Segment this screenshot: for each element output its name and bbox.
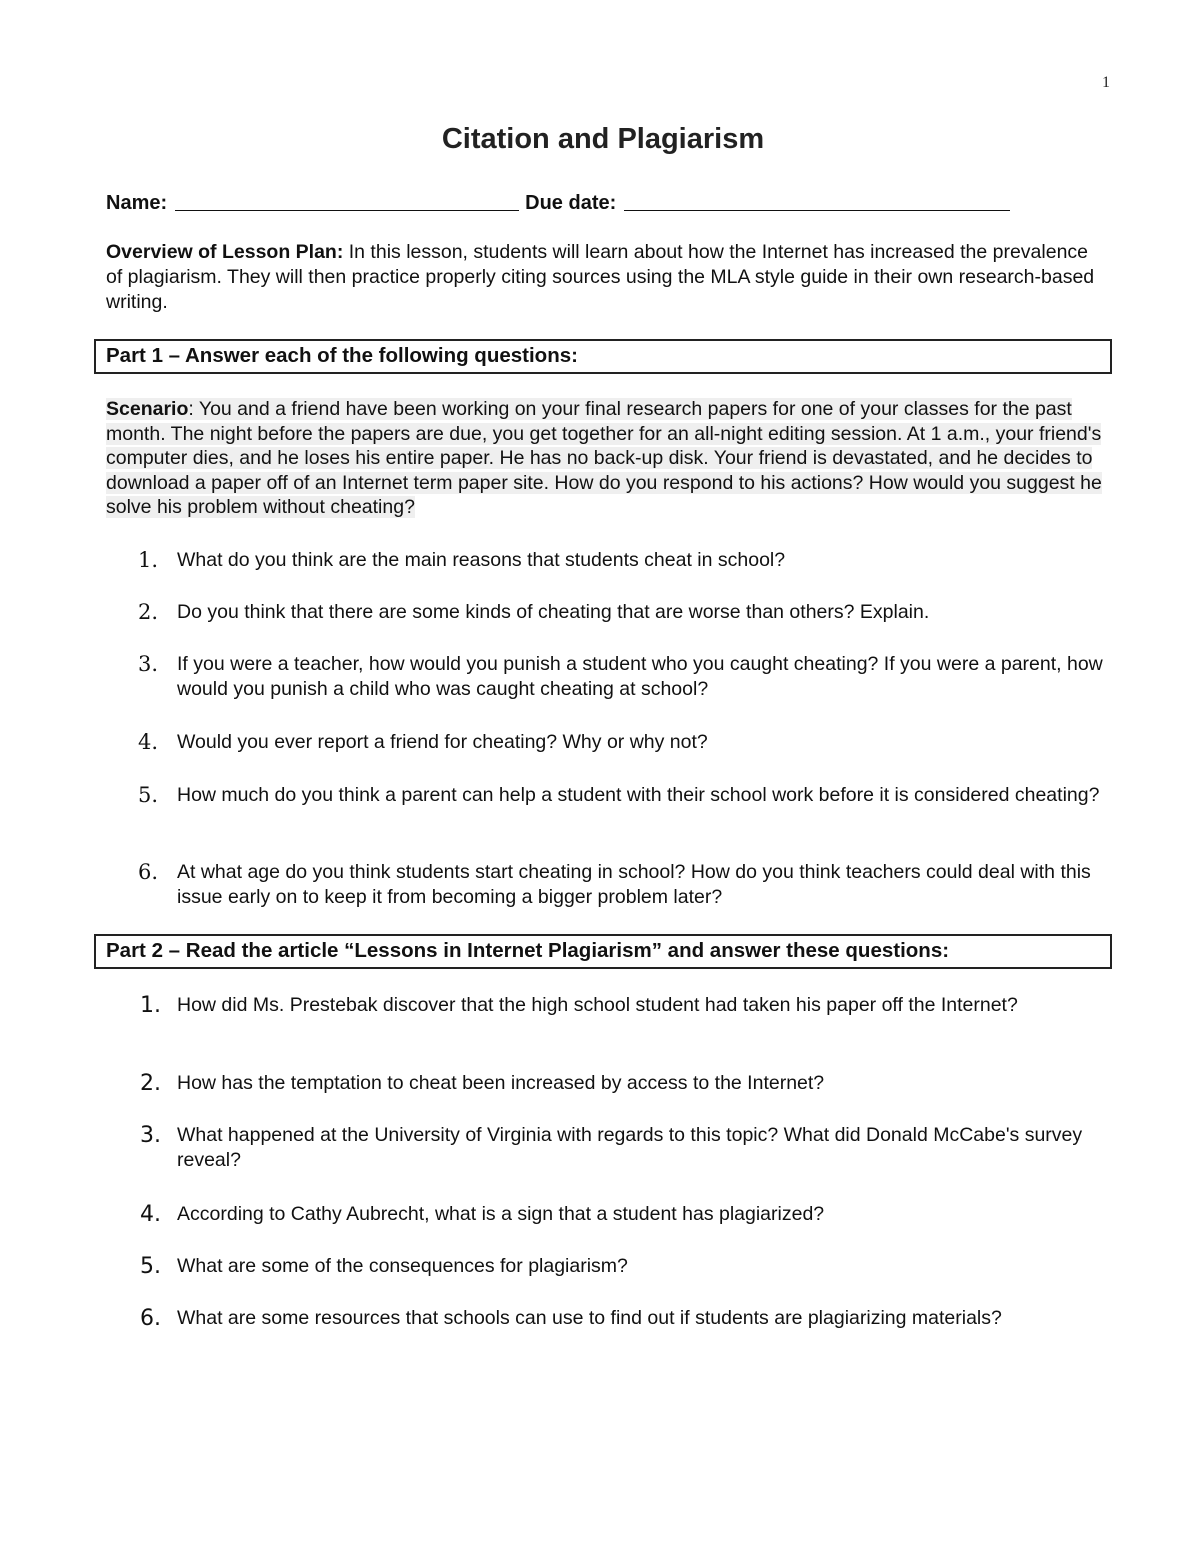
- question-text: Do you think that there are some kinds of cheating that are worse than others? Explain.: [177, 601, 930, 623]
- overview-paragraph: [106, 240, 1106, 315]
- part2-header: Part 2 – Read the article “Lessons in Internet Plagiarism” and answer these questions:: [94, 934, 1112, 969]
- question-number: 3.: [140, 1123, 161, 1148]
- due-date-label: Due date:: [525, 192, 617, 214]
- question-number: 4.: [138, 730, 159, 754]
- question-text: What are some of the consequences for plagiarism?: [177, 1255, 628, 1277]
- overview-label: Overview of Lesson Plan:: [106, 241, 344, 263]
- name-due-date-row: [106, 187, 1066, 215]
- question-number: 1.: [138, 548, 159, 572]
- question-number: 3.: [138, 652, 159, 676]
- scenario-label: Scenario: [106, 398, 189, 420]
- question-text: What happened at the University of Virginia with regards to this topic? What did Donald McCabe's survey reveal?: [177, 1124, 1083, 1171]
- question-number: 5.: [138, 783, 159, 807]
- overview-text: In this lesson, students will learn about how the Internet has increased the prevalence of plagiarism. They will then practice properly citing sources using the MLA style guide in their own research-based writing.: [106, 241, 1095, 313]
- scenario-paragraph: [106, 397, 1106, 520]
- page-number: 1: [1102, 74, 1110, 91]
- question-number: 1.: [140, 993, 161, 1018]
- question-text: At what age do you think students start cheating in school? How do you think teachers could deal with this issue early on to keep it from becoming a bigger problem later?: [177, 861, 1091, 908]
- page-title: Citation and Plagiarism: [441, 123, 765, 155]
- due-date-field[interactable]: [624, 188, 1010, 211]
- question-text: According to Cathy Aubrecht, what is a sign that a student has plagiarized?: [177, 1203, 825, 1225]
- name-label: Name:: [106, 192, 168, 214]
- question-number: 6.: [138, 860, 159, 884]
- question-text: Would you ever report a friend for cheating? Why or why not?: [177, 731, 708, 753]
- part1-header: Part 1 – Answer each of the following questions:: [94, 339, 1112, 374]
- question-number: 2.: [138, 600, 159, 624]
- question-text: How has the temptation to cheat been increased by access to the Internet?: [177, 1072, 825, 1094]
- question-text: How much do you think a parent can help a student with their school work before it is considered cheating?: [177, 784, 1100, 806]
- question-text: If you were a teacher, how would you punish a student who you caught cheating? If you were a parent, how would you punish a child who was caught cheating at school?: [177, 653, 1103, 700]
- question-text: What are some resources that schools can use to find out if students are plagiarizing materials?: [177, 1307, 1002, 1329]
- question-number: 4.: [140, 1202, 161, 1227]
- scenario-text: : You and a friend have been working on your final research papers for one of your classes for the past month. The night before the papers are due, you get together for an all-night editing session. At 1 a.m., your friend's computer dies, and he loses his entire paper. He has no back-up disk. Your friend is devastated, and he decides to download a paper off of an Internet term paper site. How do you respond to his actions? How would you suggest he solve his problem without cheating?: [106, 398, 1102, 519]
- question-number: 2.: [140, 1071, 161, 1096]
- name-field[interactable]: [175, 188, 519, 211]
- question-number: 6.: [140, 1306, 161, 1331]
- question-text: What do you think are the main reasons that students cheat in school?: [177, 549, 786, 571]
- question-text: How did Ms. Prestebak discover that the high school student had taken his paper off the Internet?: [177, 994, 1018, 1016]
- question-number: 5.: [140, 1254, 161, 1279]
